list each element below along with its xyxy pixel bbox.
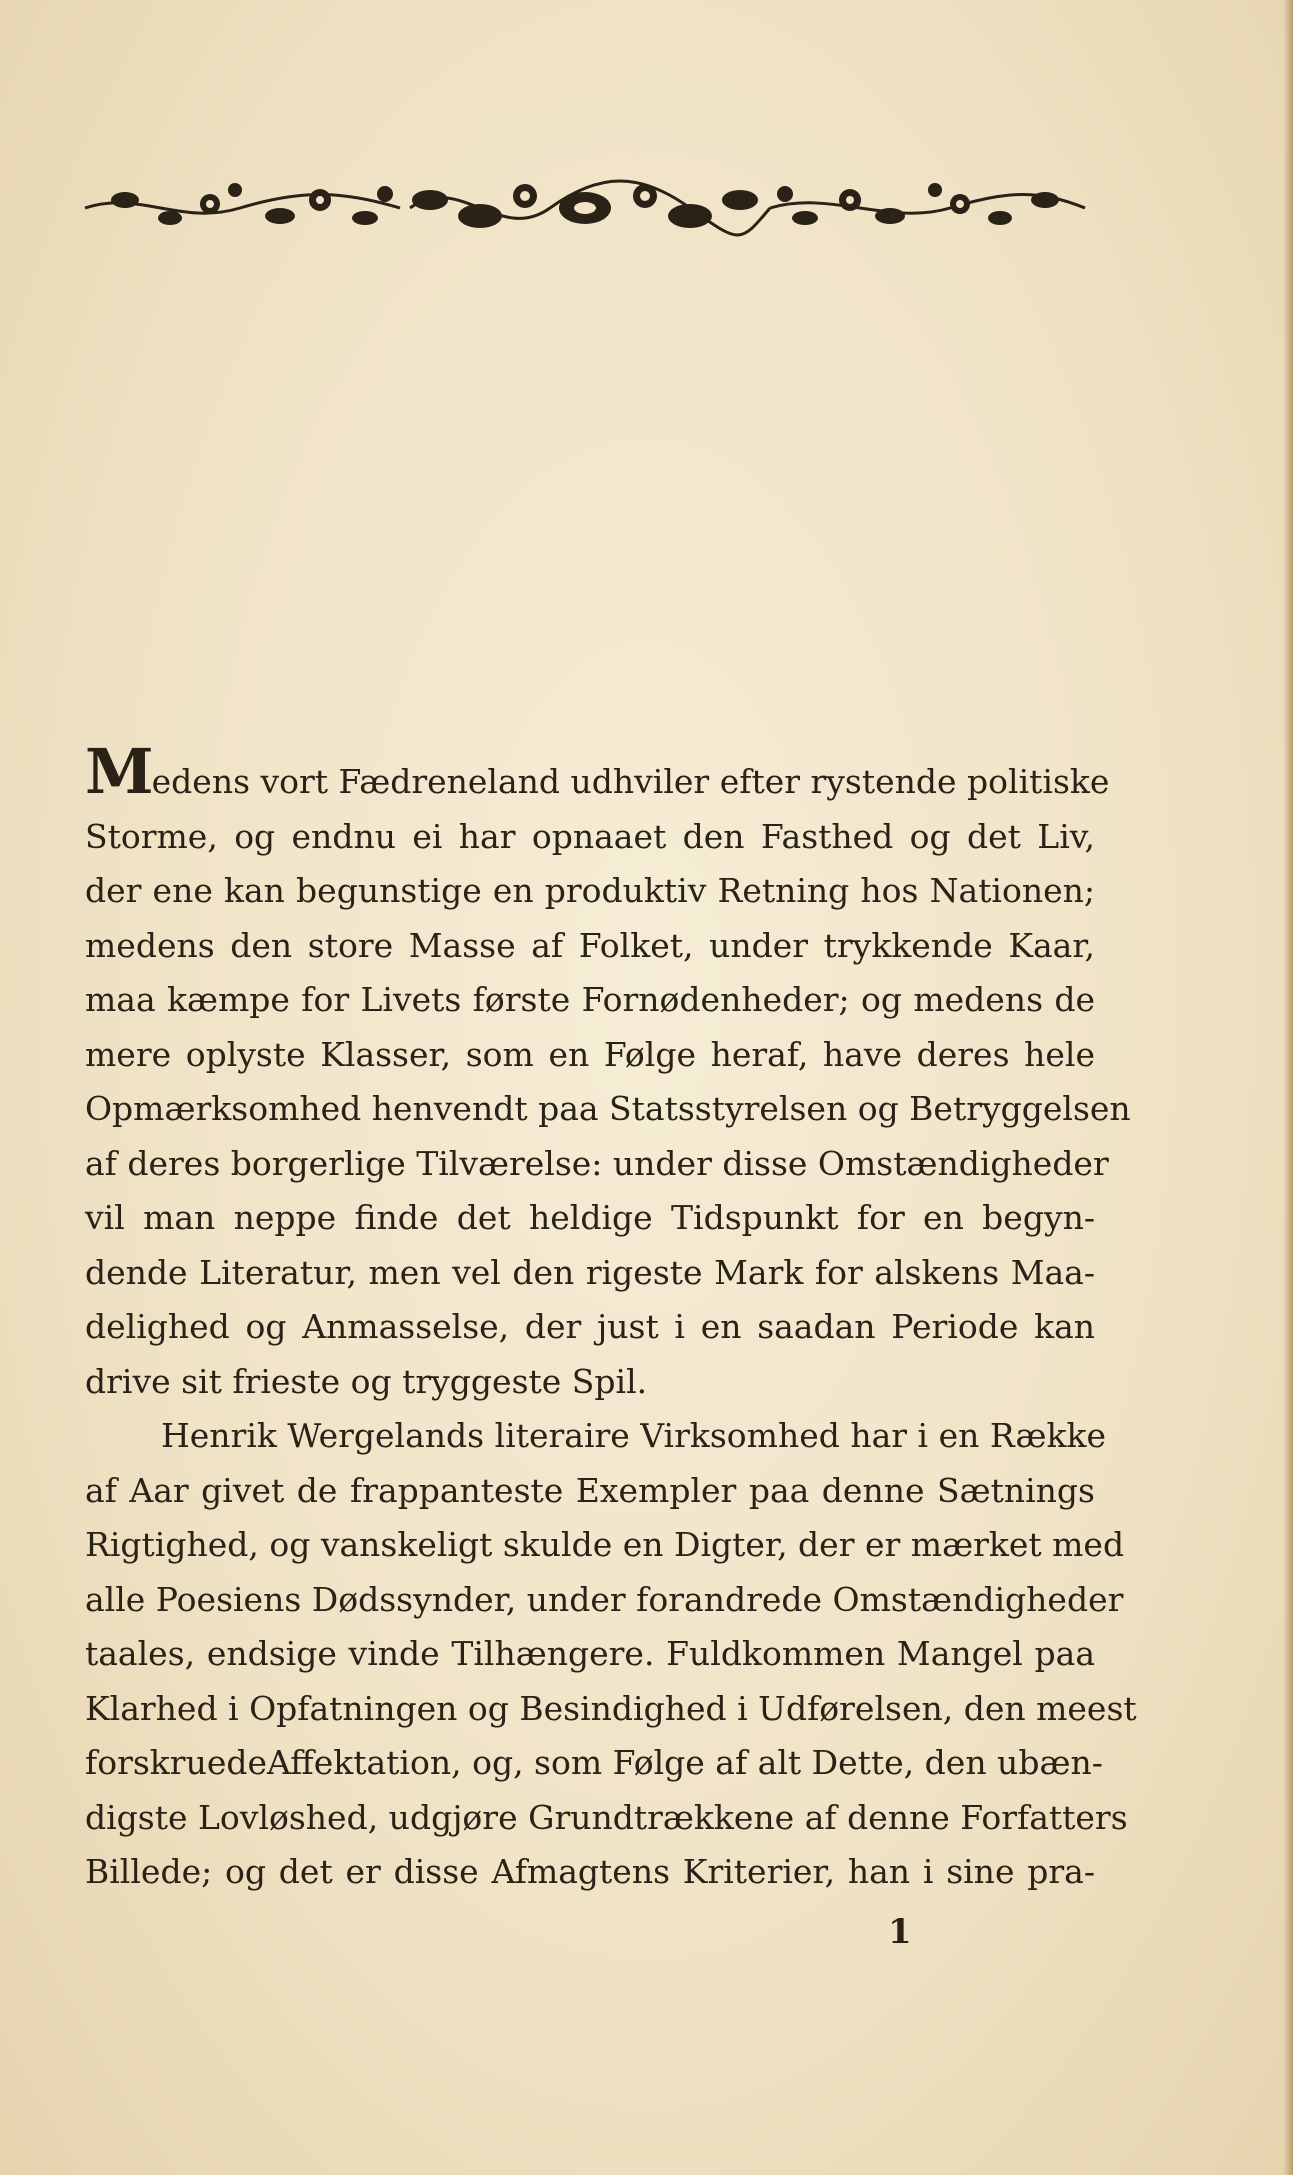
text-line: delighed og Anmasselse, der just i en saadan Periode kan [85, 1307, 1095, 1346]
paragraph-2 [85, 1409, 1137, 1900]
text-line: Henrik Wergelands literaire Virksomhed har i en Række [161, 1416, 1107, 1455]
text-line: Opmærksomhed henvendt paa Statsstyrelsen og Betryggelsen [85, 1089, 1131, 1128]
text-line: taales, endsige vinde Tilhængere. Fuldkommen Mangel paa [85, 1634, 1095, 1673]
text-line: mere oplyste Klasser, som en Følge heraf, have deres hele [85, 1034, 1095, 1074]
text-line: Klarhed i Opfatningen og Besindighed i Udførelsen, den meest [85, 1688, 1137, 1728]
text-line: af Aar givet de frappanteste Exempler paa denne Sætnings [85, 1470, 1095, 1510]
text-line: drive sit frieste og tryggeste Spil. [85, 1361, 648, 1401]
text-line: alle Poesiens Dødssynder, under forandrede Omstændigheder [85, 1579, 1124, 1619]
text-line: Billede; og det er disse Afmagtens Kriterier, han i sine pra- [85, 1852, 1095, 1891]
text-line: dende Literatur, men vel den rigeste Mark for alskens Maa- [85, 1252, 1095, 1292]
text-line: digste Lovløshed, udgjøre Grundtrækkene af denne Forfatters [85, 1797, 1128, 1837]
page-number: 1 [888, 1912, 912, 1952]
text-line: Storme, og endnu ei har opnaaet den Fasthed og det Liv, [85, 816, 1095, 856]
body-text [85, 735, 1137, 1900]
page-edge [1283, 0, 1293, 2175]
text-line: medens den store Masse af Folket, under trykkende Kaar, [85, 925, 1095, 965]
text-line: der ene kan begunstige en produktiv Retning hos Nationen; [85, 871, 1095, 910]
text-line: Medens vort Fædreneland udhviler efter rystende politiske [85, 735, 1110, 808]
paragraph-1 [85, 735, 1131, 1409]
text-line: forskruedeAffektation, og, som Følge af alt Dette, den ubæn- [85, 1743, 1103, 1782]
text-line: Rigtighed, og vanskeligt skulde en Digter, der er mærket med [85, 1525, 1125, 1564]
text-line: af deres borgerlige Tilværelse: under disse Omstændigheder [85, 1143, 1109, 1183]
floral-vine-ornament-icon [80, 160, 1090, 256]
drop-cap: M [85, 735, 152, 808]
text-line: maa kæmpe for Livets første Fornødenheder; og medens de [85, 980, 1095, 1019]
text-line: vil man neppe finde det heldige Tidspunkt for en begyn- [85, 1198, 1095, 1237]
